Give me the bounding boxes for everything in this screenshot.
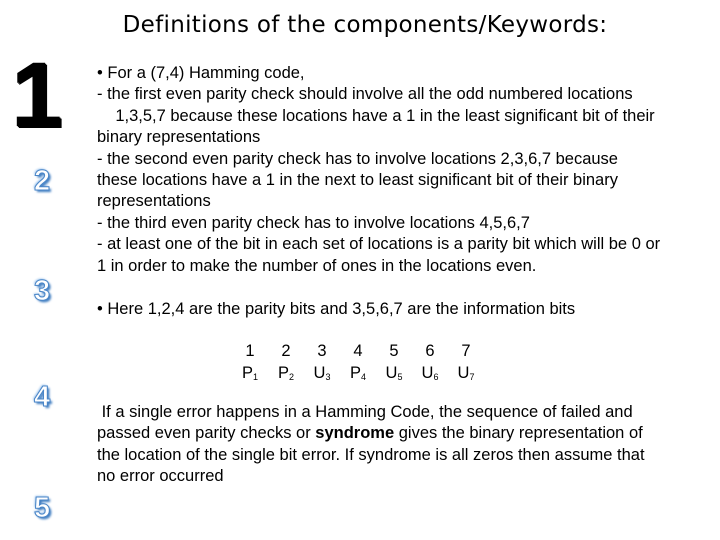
definition-line: 1 in order to make the number of ones in the locations even. [97,256,537,275]
position-number: 5 [389,342,399,360]
parity-bits-note [97,299,719,320]
bit-label: $U_3$ [313,364,331,382]
definition-line: 1,3,5,7 because these locations have a 1 in the least significant bit of their [97,106,655,125]
slide-number-5: 5 [34,492,51,524]
bit-label: $P_1$ [241,364,259,382]
definition-line: - the third even parity check has to involve locations 4,5,6,7 [97,213,530,232]
definition-line: - at least one of the bit in each set of locations is a parity bit which will be 0 or [97,235,661,254]
slide-number-4: 4 [34,381,51,413]
definition-line: - the first even parity check should involve all the odd numbered locations [97,85,633,104]
slide-number-1: 1 [12,45,64,147]
syndrome-explanation [97,402,719,488]
definition-line: binary representations [97,128,261,147]
position-number: 2 [281,342,291,360]
bit-label: $U_5$ [385,364,403,382]
definition-line: - the second even parity check has to involve locations 2,3,6,7 because [97,149,618,168]
syndrome-line: the location of the single bit error. If syndrome is all zeros then assume that [97,445,645,464]
position-numbers-row [232,342,484,364]
syndrome-line: no error occurred [97,467,224,486]
slide-number-3: 3 [34,275,51,307]
parity-bits-text: • Here 1,2,4 are the parity bits and 3,5,6,7 are the information bits [97,300,576,318]
position-number: 7 [461,342,471,360]
position-number: 4 [353,342,363,360]
syndrome-line: passed even parity checks or syndrome gives the binary representation of [97,424,643,443]
position-number: 1 [245,342,255,360]
page-title: Definitions of the components/Keywords: [122,12,608,38]
hamming-definition-block [97,63,719,277]
definition-line: these locations have a 1 in the next to least significant bit of their binary [97,171,618,190]
position-number: 3 [317,342,327,360]
syndrome-keyword: syndrome [315,424,395,443]
bit-labels-row [232,364,484,386]
bit-label: $U_7$ [457,364,475,382]
definition-line: representations [97,192,211,211]
slide-number-2: 2 [34,165,51,197]
definition-line: • For a (7,4) Hamming code, [97,64,305,82]
syndrome-line: If a single error happens in a Hamming Code, the sequence of failed and [97,403,633,421]
position-number: 6 [425,342,435,360]
bit-label: $P_4$ [349,364,367,382]
bit-label: $U_6$ [421,364,439,382]
bit-label: $P_2$ [277,364,295,382]
bit-positions-table [232,342,484,386]
